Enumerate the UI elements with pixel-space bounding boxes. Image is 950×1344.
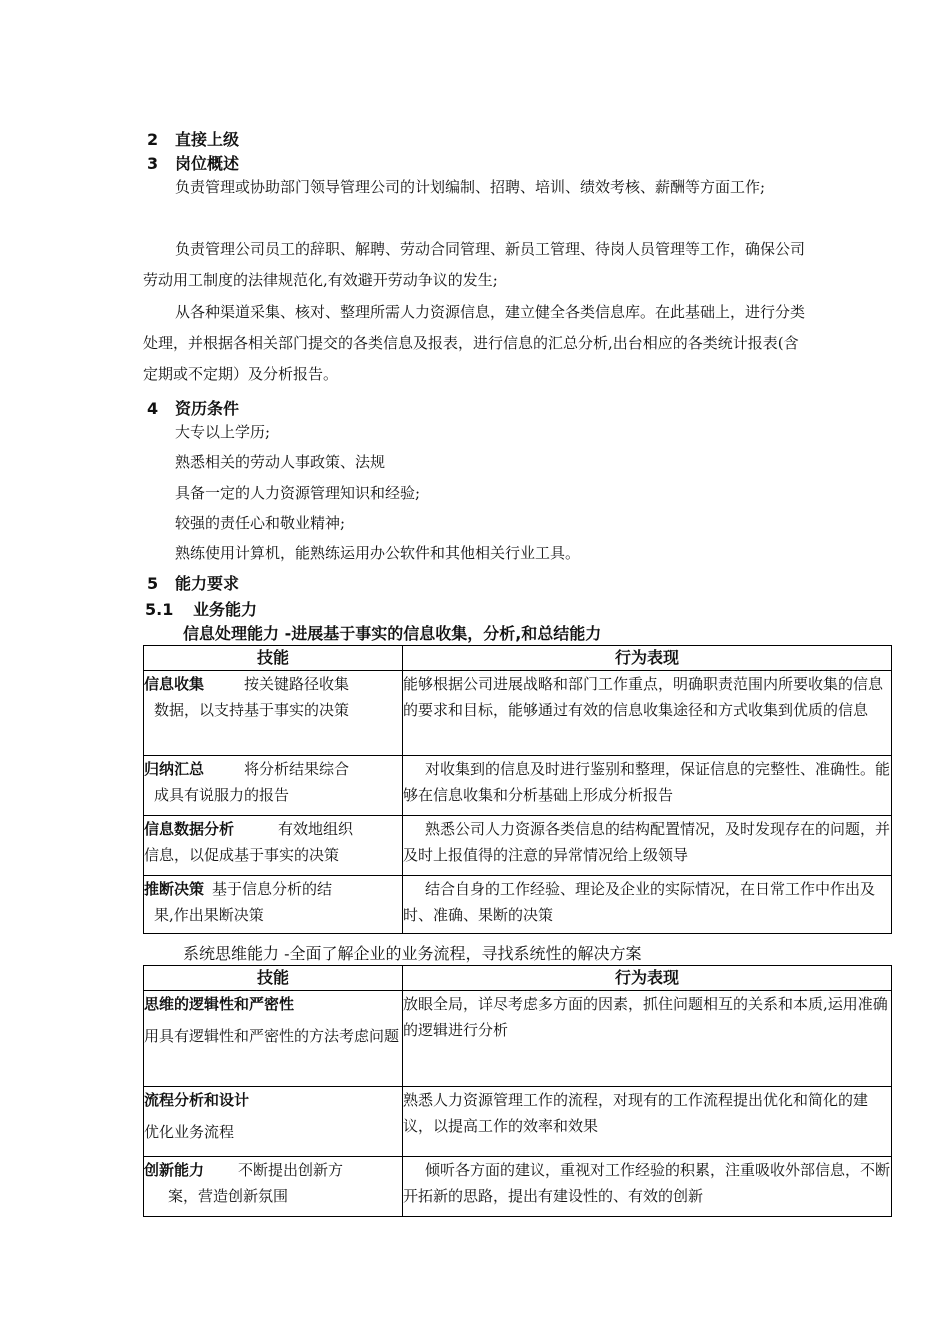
skill-desc: 信息，以促成基于事实的决策 [144,846,340,864]
section-title: 业务能力 [193,600,258,619]
section-number: 5 [147,574,159,593]
skill-name: 信息数据分析 [144,820,235,838]
skill-desc: 有效地组织 [278,820,354,838]
table-row [144,756,892,816]
skill-cell [144,991,403,1087]
skill-desc: 果,作出果断决策 [154,906,264,924]
skill-desc: 用具有逻辑性和严密性的方法考虑问题 [144,1027,400,1045]
section-2-heading [147,127,239,150]
list-item: 熟悉相关的劳动人事政策、法规 [175,453,386,471]
behavior-cell: 结合自身的工作经验、理论及企业的实际情况，在日常工作中作出及时、准确、果断的决策 [403,876,892,934]
table-row [144,816,892,876]
table-header-row [144,966,892,991]
section-number: 3 [147,154,159,173]
skill-name: 推断决策 [144,880,205,898]
skill-name: 流程分析和设计 [144,1091,250,1109]
skill-cell [144,1157,403,1217]
skill-name: 信息收集 [144,675,205,693]
skill-cell [144,876,403,934]
section-5-1-heading [145,597,257,620]
skills-table-systems-thinking [143,965,892,1217]
skill-cell [144,816,403,876]
behavior-cell: 放眼全局，详尽考虑多方面的因素，抓住问题相互的关系和本质,运用准确的逻辑进行分析 [403,991,892,1087]
skill-cell [144,671,403,756]
table-row [144,991,892,1087]
behavior-cell: 熟悉公司人力资源各类信息的结构配置情况，及时发现存在的问题，并及时上报值得的注意的异常情况给上级领导 [403,816,892,876]
skill-desc: 按关键路径收集 [244,675,350,693]
section-title: 直接上级 [175,130,240,149]
skill-desc: 基于信息分析的结 [212,880,333,898]
table-2-caption: 系统思维能力 -全面了解企业的业务流程，寻找系统性的解决方案 [183,944,642,963]
paragraph: 负责管理或协助部门领导管理公司的计划编制、招聘、培训、绩效考核、薪酬等方面工作; [175,178,766,196]
skill-desc: 不断提出创新方 [238,1161,344,1179]
paragraph: 从各种渠道采集、核对、整理所需人力资源信息，建立健全各类信息库。在此基础上，进行分类处理，并根据各相关部门提交的各类信息及报表，进行信息的汇总分析,出台相应的各类统计报表(含定期或不定期）及分析报告。 [143,303,806,383]
list-item: 较强的责任心和敬业精神; [175,514,346,532]
column-header: 行为表现 [403,646,892,671]
skill-desc: 优化业务流程 [144,1123,235,1141]
section-5-heading [147,571,239,594]
list-item: 具备一定的人力资源管理知识和经验; [175,484,421,502]
table-row [144,876,892,934]
skill-desc: 成具有说服力的报告 [154,786,290,804]
table-row [144,1087,892,1157]
skill-desc: 数据，以支持基于事实的决策 [154,701,350,719]
section-4-heading [147,396,239,419]
list-item: 大专以上学历; [175,423,271,441]
skill-name: 创新能力 [144,1161,205,1179]
section-3-heading [147,151,239,174]
table-header-row [144,646,892,671]
table-row [144,1157,892,1217]
column-header: 技能 [144,646,403,671]
skill-desc: 将分析结果综合 [244,760,350,778]
behavior-cell: 倾听各方面的建议，重视对工作经验的积累，注重吸收外部信息，不断开拓新的思路，提出有建设性的、有效的创新 [403,1157,892,1217]
skill-name: 思维的逻辑性和严密性 [144,995,295,1013]
column-header: 技能 [144,966,403,991]
section-number: 5.1 [145,600,174,619]
table-1-caption: 信息处理能力 -进展基于事实的信息收集，分析,和总结能力 [183,624,602,643]
skill-desc: 案，营造创新氛围 [168,1187,289,1205]
skill-cell [144,756,403,816]
table-row [144,671,892,756]
column-header: 行为表现 [403,966,892,991]
behavior-cell: 能够根据公司进展战略和部门工作重点，明确职责范围内所要收集的信息的要求和目标，能够通过有效的信息收集途径和方式收集到优质的信息 [403,671,892,756]
list-item: 熟练使用计算机，能熟练运用办公软件和其他相关行业工具。 [175,544,581,562]
paragraph: 负责管理公司员工的辞职、解聘、劳动合同管理、新员工管理、待岗人员管理等工作，确保公司劳动用工制度的法律规范化,有效避开劳动争议的发生; [143,240,806,289]
section-title: 岗位概述 [175,154,240,173]
section-title: 资历条件 [175,399,240,418]
behavior-cell: 熟悉人力资源管理工作的流程，对现有的工作流程提出优化和简化的建议，以提高工作的效率和效果 [403,1087,892,1157]
behavior-cell: 对收集到的信息及时进行鉴别和整理，保证信息的完整性、准确性。能够在信息收集和分析基础上形成分析报告 [403,756,892,816]
section-title: 能力要求 [175,574,240,593]
skill-cell [144,1087,403,1157]
skills-table-information [143,645,892,934]
section-number: 4 [147,399,159,418]
section-number: 2 [147,130,159,149]
skill-name: 归纳汇总 [144,760,205,778]
